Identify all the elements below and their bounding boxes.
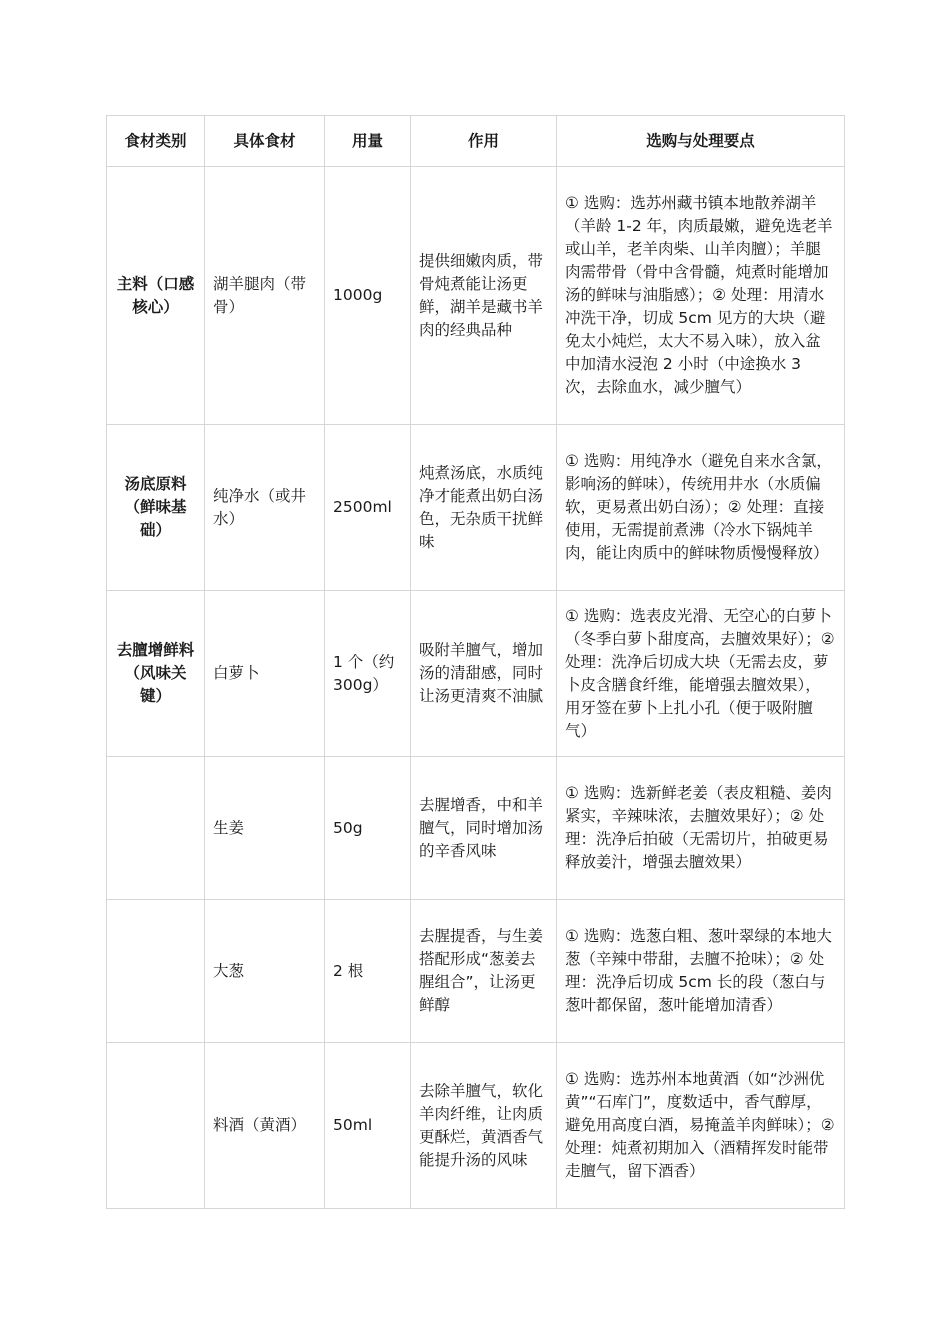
role-cell: 吸附羊膻气，增加汤的清甜感，同时让汤更清爽不油腻 [411, 591, 557, 757]
amount-cell: 2 根 [325, 900, 411, 1043]
table-row [107, 591, 845, 757]
amount-cell: 50g [325, 757, 411, 900]
header-category: 食材类别 [107, 116, 205, 167]
notes-cell: ① 选购：用纯净水（避免自来水含氯，影响汤的鲜味），传统用井水（水质偏软，更易煮出奶白汤）；② 处理：直接使用，无需提前煮沸（冷水下锅炖羊肉，能让肉质中的鲜味物质慢慢释放） [557, 425, 845, 591]
header-notes: 选购与处理要点 [557, 116, 845, 167]
category-cell [107, 900, 205, 1043]
notes-cell: ① 选购：选苏州本地黄酒（如“沙洲优黄”“石库门”，度数适中，香气醇厚，避免用高度白酒，易掩盖羊肉鲜味）；② 处理：炖煮初期加入（酒精挥发时能带走膻气，留下酒香） [557, 1043, 845, 1209]
ingredient-cell: 大葱 [205, 900, 325, 1043]
category-cell: 汤底原料（鲜味基础） [107, 425, 205, 591]
header-role: 作用 [411, 116, 557, 167]
header-ingredient: 具体食材 [205, 116, 325, 167]
notes-cell: ① 选购：选葱白粗、葱叶翠绿的本地大葱（辛辣中带甜，去膻不抢味）；② 处理：洗净后切成 5cm 长的段（葱白与葱叶都保留，葱叶能增加清香） [557, 900, 845, 1043]
table-row [107, 757, 845, 900]
category-cell [107, 757, 205, 900]
ingredient-cell: 生姜 [205, 757, 325, 900]
table-header-row [107, 116, 845, 167]
ingredient-cell: 白萝卜 [205, 591, 325, 757]
amount-cell: 1000g [325, 167, 411, 425]
amount-cell: 2500ml [325, 425, 411, 591]
role-cell: 去腥增香，中和羊膻气，同时增加汤的辛香风味 [411, 757, 557, 900]
table-row [107, 425, 845, 591]
notes-cell: ① 选购：选苏州藏书镇本地散养湖羊（羊龄 1-2 年，肉质最嫩，避免选老羊或山羊，老羊肉柴、山羊肉膻）；羊腿肉需带骨（骨中含骨髓，炖煮时能增加汤的鲜味与油脂感）；② 处理：用清水冲洗干净，切成 5cm 见方的大块（避免太小炖烂，太大不易入味），放入盆中加清水浸泡 2 小时（中途换水 3 次，去除血水，减少膻气） [557, 167, 845, 425]
ingredient-cell: 料酒（黄酒） [205, 1043, 325, 1209]
role-cell: 炖煮汤底，水质纯净才能煮出奶白汤色，无杂质干扰鲜味 [411, 425, 557, 591]
category-cell [107, 1043, 205, 1209]
ingredient-cell: 湖羊腿肉（带骨） [205, 167, 325, 425]
notes-cell: ① 选购：选新鲜老姜（表皮粗糙、姜肉紧实，辛辣味浓，去膻效果好）；② 处理：洗净后拍破（无需切片，拍破更易释放姜汁，增强去膻效果） [557, 757, 845, 900]
header-amount: 用量 [325, 116, 411, 167]
ingredients-table [106, 115, 845, 1209]
category-cell: 主料（口感核心） [107, 167, 205, 425]
table-row [107, 900, 845, 1043]
role-cell: 去腥提香，与生姜搭配形成“葱姜去腥组合”，让汤更鲜醇 [411, 900, 557, 1043]
amount-cell: 1 个（约 300g） [325, 591, 411, 757]
table-row [107, 167, 845, 425]
category-cell: 去膻增鲜料（风味关键） [107, 591, 205, 757]
amount-cell: 50ml [325, 1043, 411, 1209]
role-cell: 提供细嫩肉质，带骨炖煮能让汤更鲜，湖羊是藏书羊肉的经典品种 [411, 167, 557, 425]
table-row [107, 1043, 845, 1209]
ingredient-cell: 纯净水（或井水） [205, 425, 325, 591]
notes-cell: ① 选购：选表皮光滑、无空心的白萝卜（冬季白萝卜甜度高，去膻效果好）；② 处理：洗净后切成大块（无需去皮，萝卜皮含膳食纤维，能增强去膻效果），用牙签在萝卜上扎小孔（便于吸附膻气） [557, 591, 845, 757]
role-cell: 去除羊膻气，软化羊肉纤维，让肉质更酥烂，黄酒香气能提升汤的风味 [411, 1043, 557, 1209]
